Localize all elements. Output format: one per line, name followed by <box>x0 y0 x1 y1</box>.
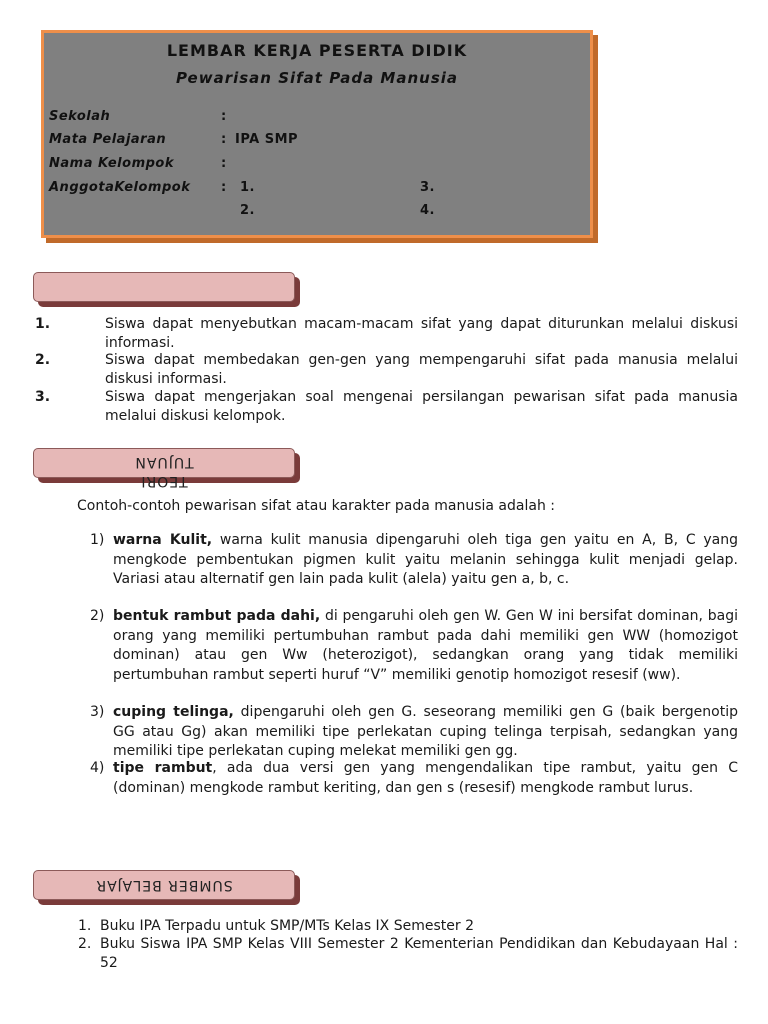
trait-item <box>90 759 738 798</box>
field-label: Sekolah <box>49 109 111 124</box>
field-value: IPA SMP <box>235 132 299 147</box>
reference-text: Buku Siswa IPA SMP Kelas VIII Semester 2 Kementerian Pendidikan dan Kebudayaan Hal : 52 <box>100 936 738 971</box>
field-colon: : <box>221 109 227 124</box>
objective-number: 2. <box>35 352 51 368</box>
reference-item <box>78 935 738 973</box>
trait-title: bentuk rambut pada dahi, <box>113 608 321 624</box>
trait-number: 4) <box>90 760 105 776</box>
field-colon: : <box>221 156 227 171</box>
trait-item <box>90 607 738 685</box>
trait-text: warna kulit manusia dipengaruhi oleh tiga gen yaitu en A, B, C yang mengkode pembentukan pigmen kulit yaitu melanin sehingga kulit menjadi gelap. Variasi atau alternatif gen lain pada kulit (alela) yaitu gen a, b, c. <box>113 532 738 587</box>
objective-item <box>35 351 738 389</box>
section-tab-label-cut: TEORI <box>140 473 188 489</box>
member-1: 1. <box>240 180 255 195</box>
section-tab-theory <box>33 448 295 489</box>
objective-number: 3. <box>35 389 51 405</box>
reference-text: Buku IPA Terpadu untuk SMP/MTs Kelas IX Semester 2 <box>100 918 474 934</box>
trait-text: , ada dua versi gen yang mengendalikan tipe rambut, yaitu gen C (dominan) mengkode rambut keriting, dan gen s (resesif) mengkode rambut lurus. <box>113 760 738 796</box>
field-label: Nama Kelompok <box>49 156 174 171</box>
field-colon: : <box>221 180 227 195</box>
trait-text: dipengaruhi oleh gen G. seseorang memiliki gen G (baik bergenotip GG atau Gg) akan memiliki tipe perlekatan cuping telinga terpisah, sedangkan yang memiliki tipe perlekatan cuping melekat memiliki gen gg. <box>113 704 738 759</box>
worksheet-title: LEMBAR KERJA PESERTA DIDIK <box>166 41 468 60</box>
section-tab-objectives <box>33 272 295 302</box>
field-label: AnggotaKelompok <box>49 180 191 195</box>
trait-number: 2) <box>90 608 105 624</box>
section-tab-label: TUJUAN <box>134 454 194 470</box>
trait-title: cuping telinga, <box>113 704 234 720</box>
reference-number: 1. <box>78 918 92 934</box>
trait-number: 1) <box>90 532 105 548</box>
member-3: 3. <box>420 180 435 195</box>
objective-text: Siswa dapat membedakan gen-gen yang mempengaruhi sifat pada manusia melalui diskusi informasi. <box>105 352 738 387</box>
reference-item <box>78 917 738 936</box>
objective-number: 1. <box>35 316 51 332</box>
theory-intro: Contoh-contoh pewarisan sifat atau karakter pada manusia adalah : <box>77 498 555 514</box>
trait-item <box>90 531 738 590</box>
field-nama-kelompok <box>49 156 235 171</box>
field-colon: : <box>221 132 227 147</box>
reference-number: 2. <box>78 936 92 952</box>
objective-text: Siswa dapat menyebutkan macam-macam sifat yang dapat diturunkan melalui diskusi informasi. <box>105 316 738 351</box>
field-sekolah <box>49 109 235 124</box>
worksheet-header <box>41 30 593 238</box>
trait-number: 3) <box>90 704 105 720</box>
trait-item <box>90 703 738 762</box>
objective-item <box>35 388 738 426</box>
field-anggota-kelompok <box>49 180 235 195</box>
objective-item <box>35 315 738 353</box>
trait-title: warna Kulit, <box>113 532 213 548</box>
worksheet-subtitle: Pewarisan Sifat Pada Manusia <box>175 69 459 87</box>
trait-text: di pengaruhi oleh gen W. Gen W ini bersifat dominan, bagi orang yang memiliki pertumbuhan rambut pada dahi memiliki gen WW (homozigot dominan) atau gen Ww (heterozigot), sedangkan orang yang tidak memiliki pertumbuhan rambut seperti huruf “V” memiliki genotip homozigot resesif (ww). <box>113 608 738 683</box>
field-mata-pelajaran <box>49 132 298 147</box>
field-label: Mata Pelajaran <box>49 132 167 147</box>
section-tab-sources <box>33 870 295 900</box>
objective-text: Siswa dapat mengerjakan soal mengenai persilangan pewarisan sifat pada manusia melalui diskusi kelompok. <box>105 389 738 424</box>
member-2: 2. <box>240 203 255 218</box>
trait-title: tipe rambut <box>113 760 213 776</box>
member-4: 4. <box>420 203 435 218</box>
section-tab-label: SUMBER BELAJAR <box>95 877 233 893</box>
